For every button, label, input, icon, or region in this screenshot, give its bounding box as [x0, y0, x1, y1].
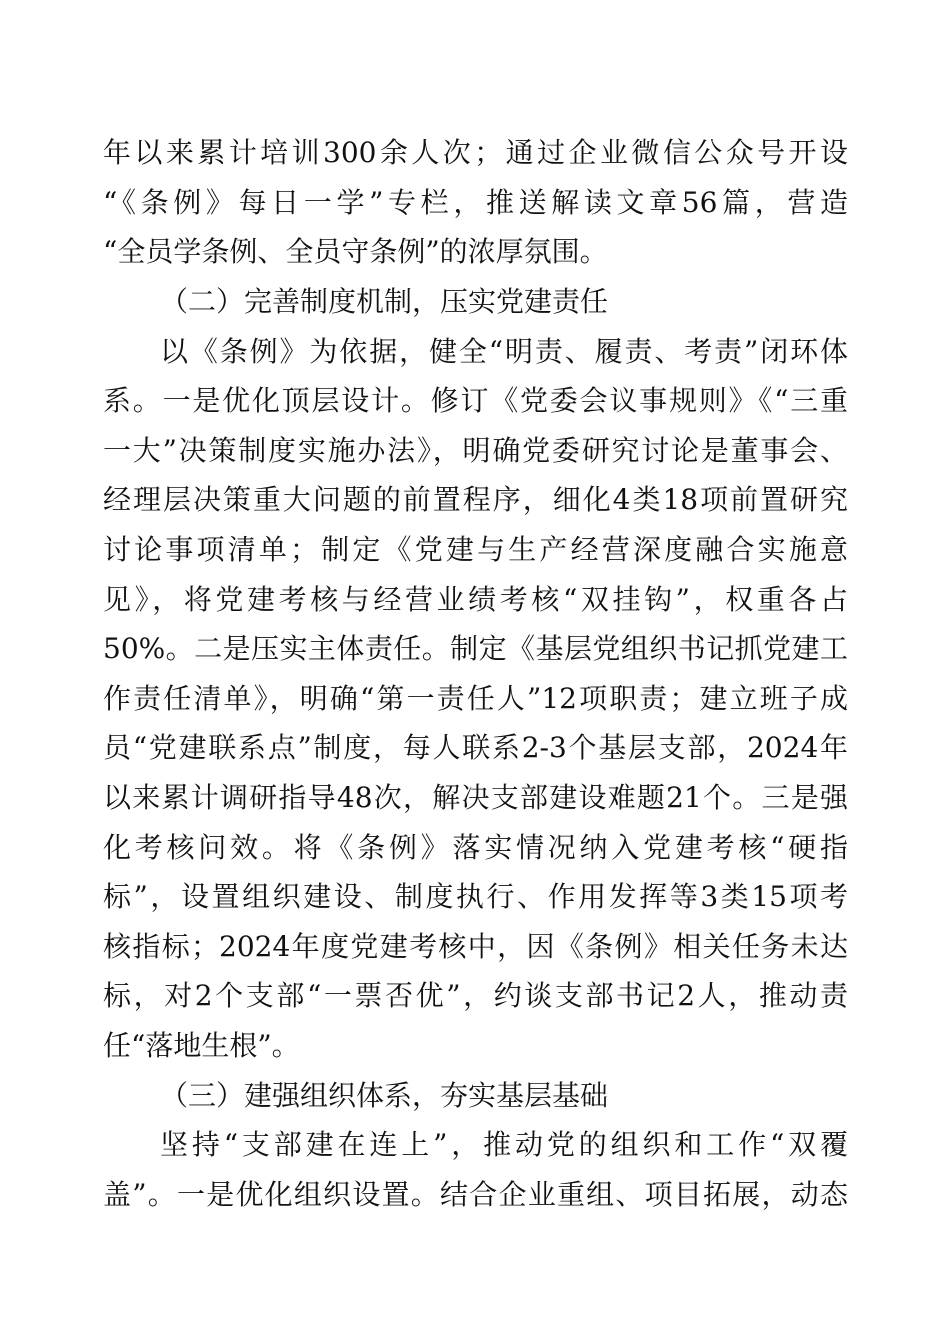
paragraph-line: 以《条例》为依据，健全“明责、履责、考责”闭环体	[160, 335, 848, 368]
paragraph-line: “全员学条例、全员守条例”的浓厚氛围。	[103, 235, 608, 268]
paragraph-line: 年以来累计培训300余人次；通过企业微信公众号开设	[103, 136, 848, 169]
paragraph-line: 盖”。一是优化组织设置。结合企业重组、项目拓展，动态	[103, 1178, 848, 1211]
paragraph-line: 经理层决策重大问题的前置程序，细化4类18项前置研究	[103, 483, 848, 516]
paragraph-line: 员“党建联系点”制度，每人联系2-3个基层支部，2024年	[103, 731, 848, 764]
paragraph-line: 作责任清单》，明确“第一责任人”12项职责；建立班子成	[103, 682, 848, 715]
paragraph-line: 一大”决策制度实施办法》，明确党委研究讨论是董事会、	[103, 434, 848, 467]
paragraph-line: 核指标；2024年度党建考核中，因《条例》相关任务未达	[103, 930, 848, 963]
paragraph-line: “《条例》每日一学”专栏，推送解读文章56篇，营造	[103, 186, 848, 219]
paragraph-line: 任“落地生根”。	[103, 1029, 300, 1062]
paragraph-line: 标”，设置组织建设、制度执行、作用发挥等3类15项考	[103, 880, 848, 913]
section-heading: （三）建强组织体系，夯实基层基础	[160, 1079, 609, 1112]
paragraph-line: 见》，将党建考核与经营业绩考核“双挂钩”，权重各占	[103, 583, 848, 616]
paragraph-line: 标，对2个支部“一票否优”，约谈支部书记2人，推动责	[103, 979, 848, 1012]
paragraph-line: 50%。二是压实主体责任。制定《基层党组织书记抓党建工	[103, 632, 848, 665]
section-heading: （二）完善制度机制，压实党建责任	[160, 285, 609, 318]
paragraph-line: 系。一是优化顶层设计。修订《党委会议事规则》《“三重	[103, 384, 848, 417]
paragraph-line: 坚持“支部建在连上”，推动党的组织和工作“双覆	[160, 1128, 848, 1161]
paragraph-line: 以来累计调研指导48次，解决支部建设难题21个。三是强	[103, 781, 848, 814]
paragraph-line: 化考核问效。将《条例》落实情况纳入党建考核“硬指	[103, 831, 848, 864]
paragraph-line: 讨论事项清单；制定《党建与生产经营深度融合实施意	[103, 533, 848, 566]
